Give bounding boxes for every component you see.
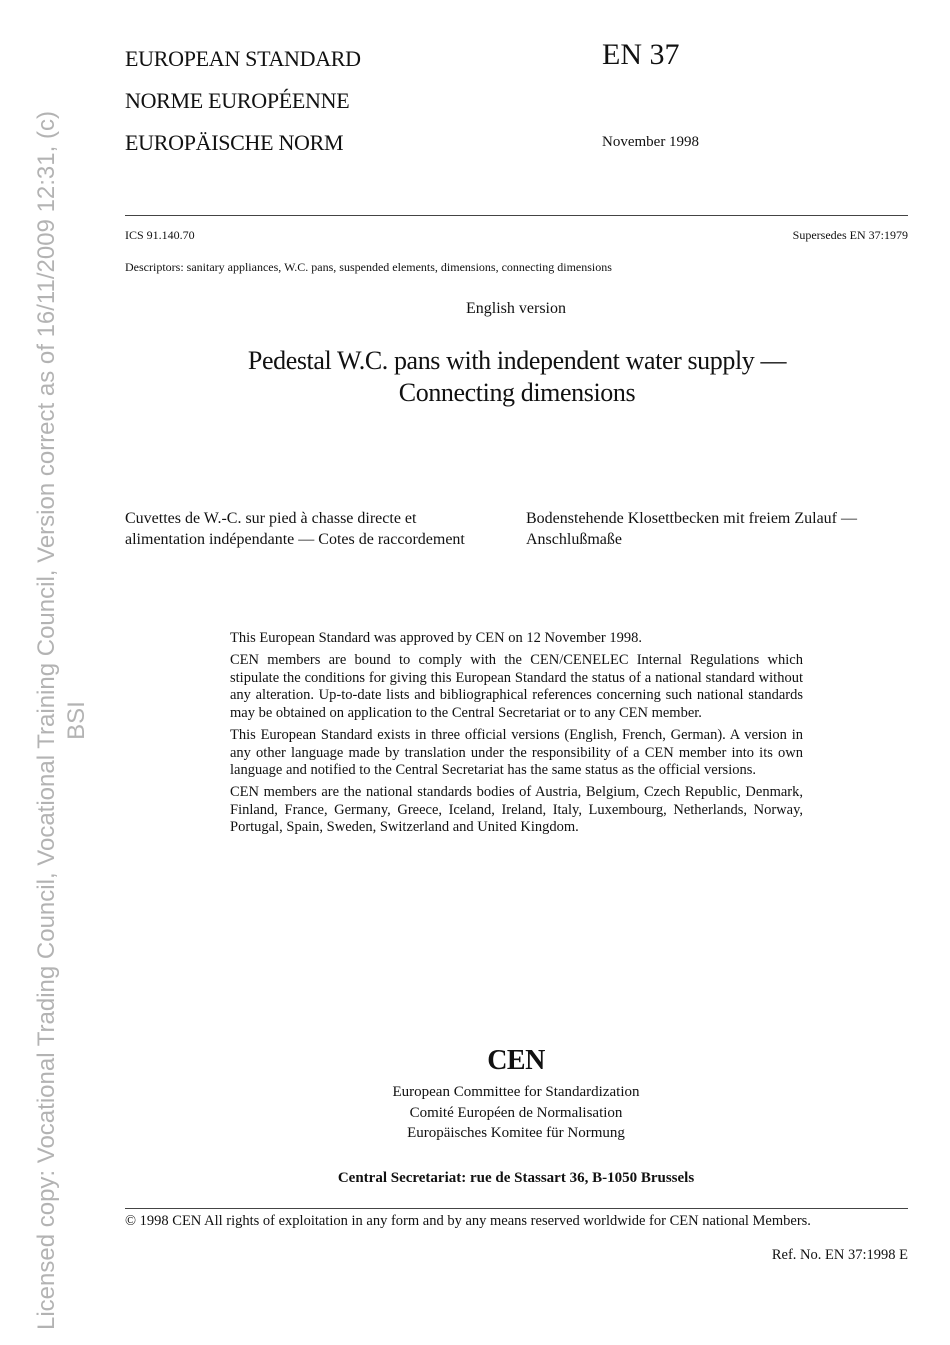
descriptors-line: Descriptors: sanitary appliances, W.C. pans, suspended elements, dimensions, connecting dimensions bbox=[125, 260, 612, 274]
cen-name-en: European Committee for Standardization bbox=[392, 1084, 640, 1100]
title-line: Pedestal W.C. pans with independent water supply — bbox=[247, 346, 787, 375]
watermark-line: Licensed copy: Vocational Trading Council, Vocational Training Council, Version correct as of 16/11/2009 12:31, (c) bbox=[33, 111, 60, 1330]
header-title-en: EUROPEAN STANDARD bbox=[125, 46, 361, 71]
watermark-text bbox=[32, 111, 92, 1330]
body-paragraph: CEN members are bound to comply with the CEN/CENELEC Internal Regulations which stipulate the conditions for giving this European Standard the status of a national standard without any alteration. Up-to-date lists and bibliographical references concerning such national standards may be obtained on application to the Central Secretariat or to any CEN member. bbox=[230, 652, 803, 721]
german-title: Bodenstehende Klosettbecken mit freiem Zulauf — Anschlußmaße bbox=[526, 510, 858, 548]
copyright-notice: © 1998 CEN All rights of exploitation in any form and by any means reserved worldwide for CEN national Members. bbox=[125, 1213, 811, 1229]
cen-name-fr: Comité Européen de Normalisation bbox=[409, 1104, 623, 1121]
publication-date: November 1998 bbox=[602, 134, 700, 150]
version-label: English version bbox=[466, 300, 566, 317]
header-title-fr: NORME EUROPÉENNE bbox=[125, 88, 350, 113]
body-paragraph: This European Standard was approved by CEN on 12 November 1998. bbox=[230, 630, 642, 646]
bottom-divider bbox=[125, 1208, 908, 1209]
approval-text bbox=[230, 630, 803, 842]
body-paragraph: This European Standard exists in three official versions (English, French, German). A version in any other language made by translation under the responsibility of a CEN member into its own language and notified to the Central Secretariat has the same status as the official versions. bbox=[230, 726, 803, 779]
ics-code: ICS 91.140.70 bbox=[125, 228, 195, 242]
supersedes-note: Supersedes EN 37:1979 bbox=[792, 228, 908, 242]
cen-name-de: Europäisches Komitee für Normung bbox=[407, 1125, 625, 1141]
top-divider bbox=[125, 215, 908, 216]
body-paragraph: CEN members are the national standards bodies of Austria, Belgium, Czech Republic, Denmark, Finland, France, Germany, Greece, Iceland, Ireland, Italy, Luxembourg, Netherlands, Norway, Portugal, Spain, Sweden, Switzerland and United Kingdom. bbox=[230, 784, 803, 836]
cen-logo: CEN bbox=[487, 1045, 545, 1076]
cen-names bbox=[0, 1082, 950, 1144]
reference-number: Ref. No. EN 37:1998 E bbox=[771, 1247, 908, 1263]
title-line: Connecting dimensions bbox=[398, 378, 636, 407]
french-title: Cuvettes de W.-C. sur pied à chasse directe et alimentation indépendante — Cotes de raccordement bbox=[125, 510, 465, 548]
central-secretariat-address: Central Secretariat: rue de Stassart 36, B-1050 Brussels bbox=[337, 1170, 695, 1186]
header-title-de: EUROPÄISCHE NORM bbox=[125, 130, 344, 155]
document-title bbox=[150, 345, 884, 409]
watermark-line: BSI bbox=[63, 701, 90, 740]
standard-number: EN 37 bbox=[602, 38, 680, 71]
